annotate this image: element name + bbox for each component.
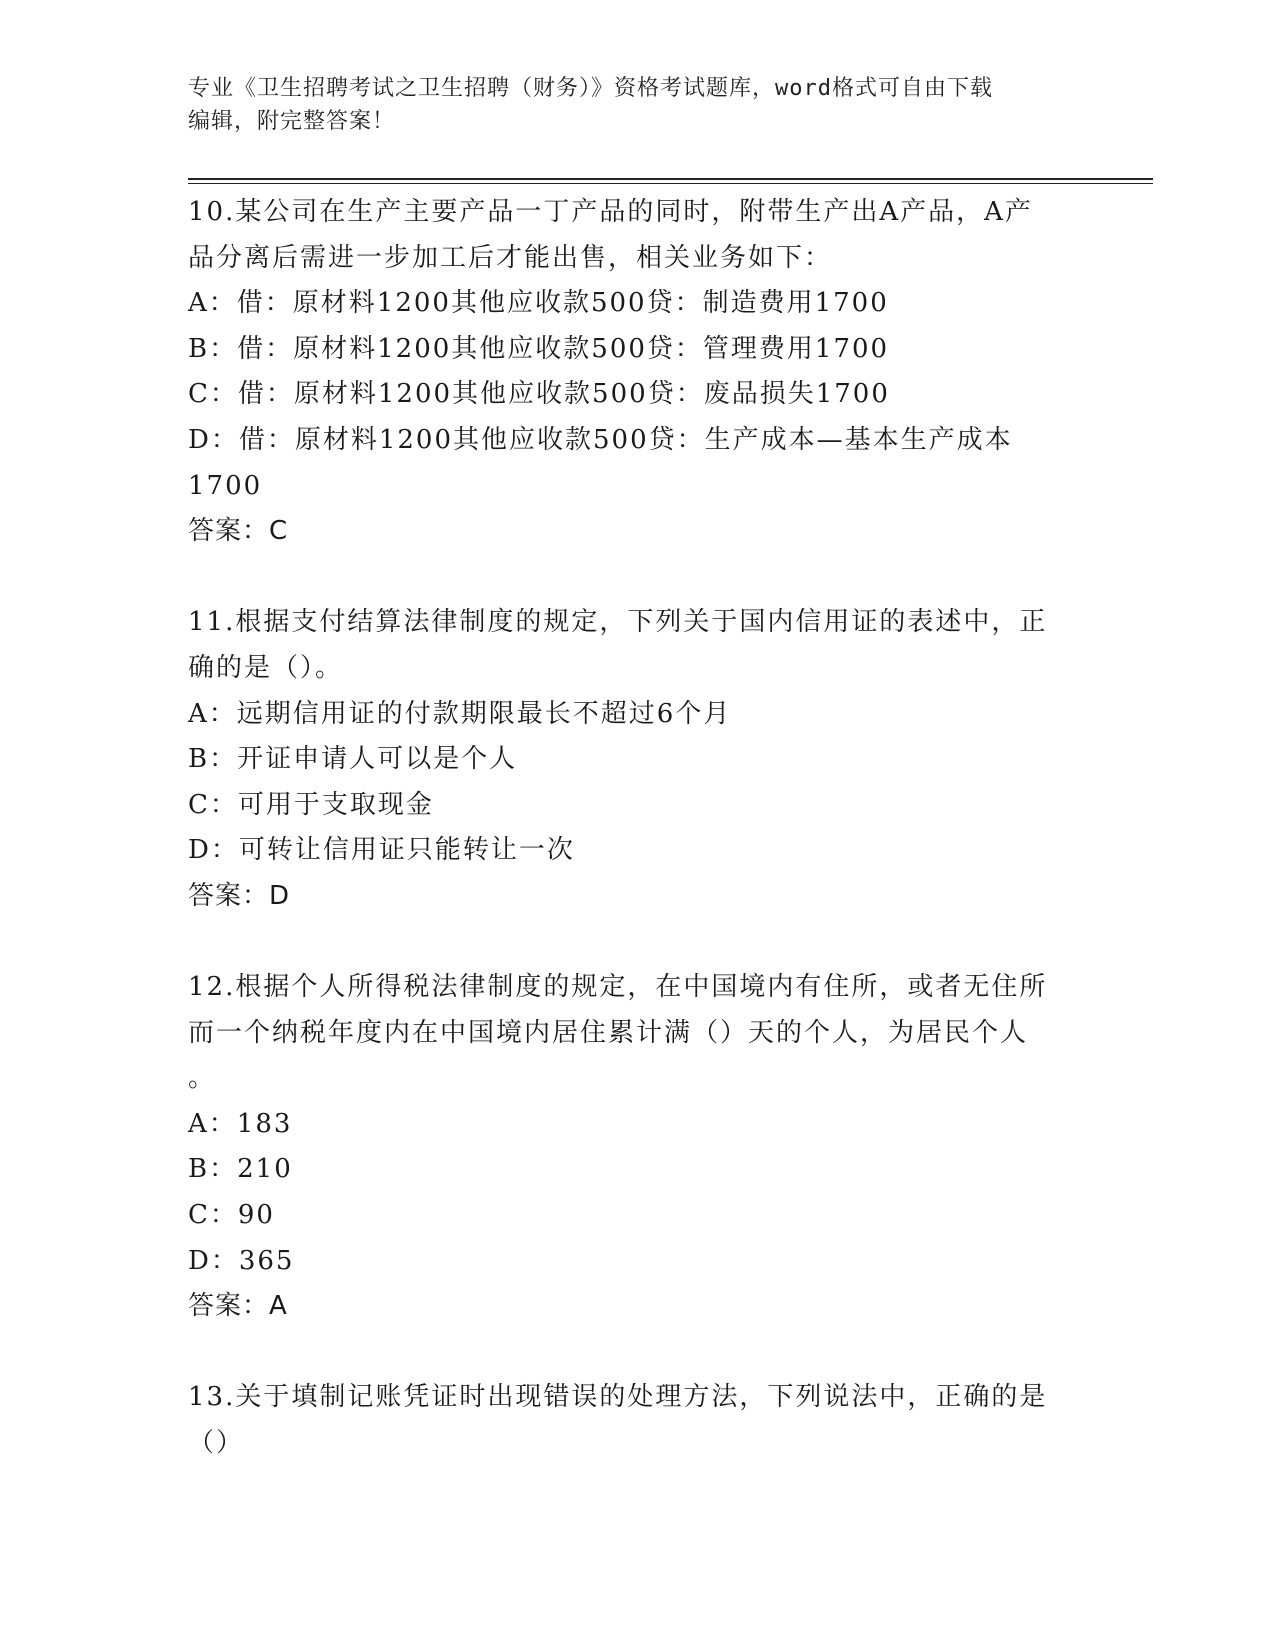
option-c: C：可用于支取现金 — [188, 789, 434, 820]
question-stem-line: 。 — [188, 1063, 217, 1094]
answer-label: 答案：A — [188, 1291, 288, 1322]
option-a: A：借：原材料1200其他应收款500贷：制造费用1700 — [188, 288, 889, 319]
header-line-1: 专业《卫生招聘考试之卫生招聘（财务）》资格考试题库，word格式可自由下载 — [188, 76, 993, 101]
header-divider-thin — [188, 183, 1153, 184]
question-stem-line: 10.某公司在生产主要产品一丁产品的同时，附带生产出A产品，A产 — [188, 197, 1033, 227]
option-a: A：远期信用证的付款期限最长不超过6个月 — [188, 698, 732, 729]
question-stem-line: 11.根据支付结算法律制度的规定，下列关于国内信用证的表述中，正 — [188, 607, 1048, 638]
option-a: A：183 — [188, 1108, 293, 1139]
question-10 — [188, 190, 1068, 555]
header-line-2: 编辑，附完整答案！ — [188, 109, 396, 134]
option-b: B：210 — [188, 1154, 293, 1185]
question-stem-line: 确的是（）。 — [188, 652, 344, 683]
question-stem-line: （） — [188, 1428, 245, 1459]
question-11 — [188, 600, 1068, 919]
question-12 — [188, 965, 1068, 1330]
answer-label: 答案：D — [188, 880, 291, 911]
option-c: C：90 — [188, 1200, 275, 1231]
option-d: D：365 — [188, 1245, 295, 1276]
question-list — [188, 190, 1068, 1512]
option-d: D：可转让信用证只能转让一次 — [188, 835, 575, 866]
question-stem-line: 而一个纳税年度内在中国境内居住累计满（）天的个人，为居民个人 — [188, 1017, 1029, 1048]
option-b: B：借：原材料1200其他应收款500贷：管理费用1700 — [188, 333, 890, 364]
question-stem-line: 13.关于填制记账凭证时出现错误的处理方法，下列说法中，正确的是 — [188, 1382, 1048, 1413]
question-13 — [188, 1375, 1068, 1466]
document-header — [188, 72, 1068, 138]
question-stem-line: 12.根据个人所得税法律制度的规定，在中国境内有住所，或者无住所 — [188, 972, 1048, 1003]
header-divider-thick — [188, 178, 1153, 180]
option-d: D：借：原材料1200其他应收款500贷：生产成本—基本生产成本 — [188, 424, 1013, 455]
option-b: B：开证申请人可以是个人 — [188, 744, 518, 775]
option-d-continued: 1700 — [188, 470, 263, 501]
option-c: C：借：原材料1200其他应收款500贷：废品损失1700 — [188, 379, 890, 410]
question-stem-line: 品分离后需进一步加工后才能出售，相关业务如下： — [188, 242, 833, 273]
answer-label: 答案：C — [188, 516, 289, 547]
